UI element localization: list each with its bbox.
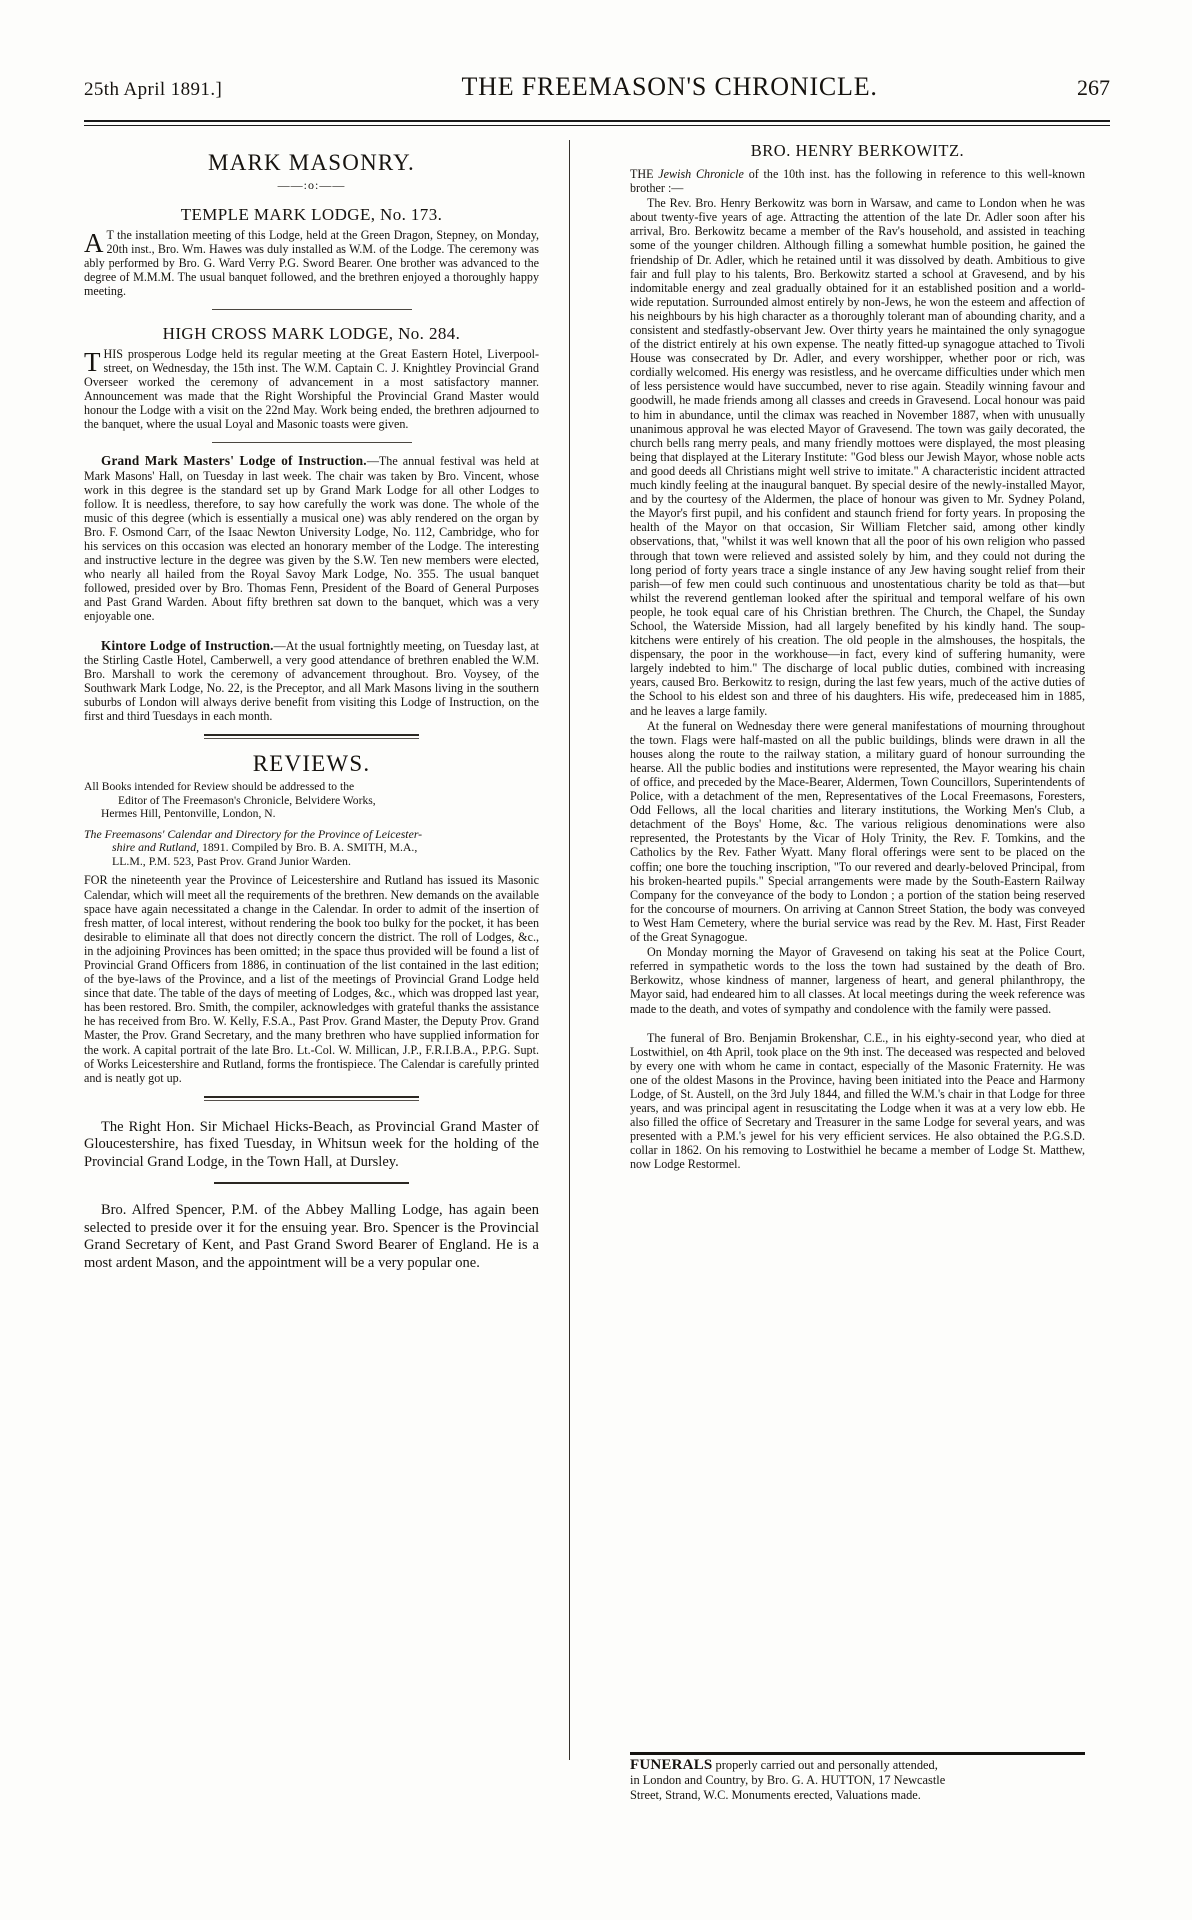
article-heading-bro-henry-berkowitz: BRO. HENRY BERKOWITZ. xyxy=(750,141,965,160)
ad-line-3: Street, Strand, W.C. Monuments erected, Valuations made. xyxy=(630,1788,921,1803)
instruction-text: At the usual fortnightly meeting, on Tuesday last, at the Stirling Castle Hotel, Camberwell, a very good attendance of brethren enabled the W.M. Bro. Marshall to work the ceremony of advancement throughout. Bro. Voysey, of the Southwark Mark Lodge, No. 22, is the Preceptor, and all Mark Masons living in the southern suburbs of London will always derive benefit from visiting this Lodge of Instruction, on the first and third Tuesdays in each month. xyxy=(84,638,539,724)
ad-brand-funerals: FUNERALS xyxy=(630,1757,713,1773)
review-text: the nineteenth year the Province of Leicestershire and Rutland has issued its Masonic Calendar, which will meet all the requirements of the brethren. New demands on the available space have again necessitated a change in the Calendar. In order to admit of the insertion of fresh matter, of local interest, without rendering the book too bulky for the pocket, it has been desirable to eliminate all that does not directly concern the district. The roll of Lodges, &c., in the adjoining Provinces has been omitted; in the space thus provided will be found a list of Provincial Grand Officers from 1886, in continuation of the list contained in the last edition; of the bye-laws of the Province, and a list of the meetings of Provincial Grand Lodge held since that date. The table of the days of meeting of Lodges, &c., which was dropped last year, has been restored. Bro. Smith, the compiler, acknowledges with grateful thanks the assistance he has received from Bro. W. Kelly, F.S.A., Past Prov. Grand Master, the Deputy Prov. Grand Master, the Prov. Grand Secretary, and the many brethren who have supplied information for the work. A capital portrait of the late Bro. Lt.-Col. W. Millican, J.P., F.R.I.B.A., P.P.G. Supt. of Works Leicestershire and Rutland, forms the frontispiece. The Calendar is carefully printed and is neatly got up. xyxy=(84,873,539,1085)
intro-lead-cap: T xyxy=(630,166,638,181)
book-title-author-smallcaps: MITH xyxy=(353,840,384,855)
review-lead-cap: F xyxy=(84,873,91,888)
obituary-benjamin-brokenshar: The funeral of Bro. Benjamin Brokenshar, C.E., in his eighty-second year, who died at Lostwithiel, on 4th April, took place on the 9th inst. The deceased was respected and beloved by every one with whom he came in contact, especially of the Masonic Fraternity. He was one of the oldest Masons in the Province, having been initiated into the Peace and Harmony Lodge, of St. Austell, on the 3rd July 1844, and filled the W.M.'s chair in that Lodge for three years, and was principal agent in resuscitating the Lodge when it was at a very low ebb. He also filled the office of Secretary and Treasurer in the same Lodge for several years, and was presented with a P.M.'s jewel for his very efficient services. He also obtained the P.G.S.D. collar in 1862. On his removing to Lostwithiel he became a member of Lodge St. Matthew, now Lodge Restormel. xyxy=(630,1030,1085,1172)
ad-line-1 xyxy=(630,1758,1085,1773)
instruction-lead-label: Kintore Lodge of Instruction. xyxy=(101,637,274,653)
reviews-submission-notice xyxy=(84,780,539,820)
article-text: T the installation meeting of this Lodge, held at the Green Dragon, Stepney, on Monday, 20th inst., Bro. Wm. Hawes was duly installed as W.M. of the Lodge. The ceremony was ably performed by Bro. G. Ward Verry P.G. Sword Bearer. One brother was advanced to the degree of M.M.M. The usual banquet followed, and the brethren enjoyed a thoroughly happy meeting. xyxy=(84,227,539,299)
ad-line-2: in London and Country, by Bro. G. A. HUTTON, 17 Newcastle xyxy=(630,1773,946,1788)
masthead xyxy=(84,72,1110,112)
advertisement-text xyxy=(630,1758,1085,1804)
reviewed-book-title xyxy=(84,828,539,869)
ornament-divider: ——:o:—— xyxy=(277,178,346,193)
jewish-chronicle-citation: Jewish Chronicle xyxy=(658,166,744,181)
note-divider-1 xyxy=(204,1096,419,1101)
drop-cap-rest: HIS xyxy=(103,346,123,361)
berkowitz-paragraph-2: At the funeral on Wednesday there were general manifestations of mourning throughout the town. Flags were half-masted on all the public buildings, blinds were drawn in all the houses along the route to the railway station, a military guard of honour surrounding the hearse. All the public bodies and institutions were represented, the Mayor wearing his chain of office, and preceded by the Mace-Bearer, Aldermen, Town Councillors, Superintendents of Police, with a detachment of the men, Representatives of the Local Freemasons, Foresters, Odd Fellows, all the local charities and literary institutions, the Working Men's Club, a detachment of the Boys' Home, &c. The various religious denominations were also represented, the Protestants by the Vicar of Holy Trinity, the Rev. F. Tomkins, and the Catholics by the Rev. Father Wyatt. Many floral offerings were sent to be placed on the coffin; one bore the touching inscription, "To our revered and dearly-beloved Principal, from his broken-hearted pupils." Special arrangements were made by the South-Eastern Railway Company for the conveyance of the body to London ; a portion of the station being reserved for the concourse of mourners. On arriving at Cannon Street Station, the body was conveyed to West Ham Cemetery, where the burial service was read by the Rev. M. Hast, First Reader of the Great Synagogue. xyxy=(630,718,1085,945)
publication-title: THE FREEMASON'S CHRONICLE. xyxy=(461,72,878,101)
article-text: prosperous Lodge held its regular meeting at the Great Eastern Hotel, Liverpool-street, on Wednesday, the 15th inst. The W.M. Captain C. J. Knightley Provincial Grand Overseer worked the ceremony of advancement in a most satisfactory manner. Announcement was made that the Right Worshipful the Provincial Grand Master would honour the Lodge with a visit on the 22nd May. Work being ended, the brethren adjourned to the banquet, where the usual Loyal and Masonic toasts were given. xyxy=(84,346,539,432)
ad-line-1-rest: properly carried out and personally attended, xyxy=(712,1758,938,1772)
issue-date: 25th April 1891.] xyxy=(84,79,223,100)
instruction-item-kintore xyxy=(84,639,539,724)
instruction-dash: — xyxy=(273,638,286,653)
berkowitz-intro xyxy=(630,167,1085,195)
book-title-compiler: 1891. Compiled by Bro. B. A. S xyxy=(199,840,354,855)
instruction-dash: — xyxy=(366,454,379,469)
berkowitz-paragraph-3: On Monday morning the Mayor of Gravesend on taking his seat at the Police Court, referred in sympathetic words to the loss the town had sustained by the death of Bro. Berkowitz, whose kindness of manner, largeness of heart, and general philanthropy, the Mayor said, had endeared him to all classes. At local meetings during the week reference was made to the death, and votes of sympathy and condolence with the family were passed. xyxy=(630,945,1085,1016)
advertisement-rule xyxy=(630,1752,1085,1755)
article-heading-temple-mark-lodge: TEMPLE MARK LODGE, No. 173. xyxy=(180,205,443,225)
reviews-section-title: REVIEWS. xyxy=(252,751,371,777)
funerals-advertisement xyxy=(630,1752,1085,1804)
section-divider-reviews xyxy=(204,734,419,739)
article-body-high-cross-mark-lodge xyxy=(84,347,539,432)
article-divider-1 xyxy=(212,309,412,310)
column-divider xyxy=(569,140,570,1760)
intro-lead-smallcaps: HE xyxy=(637,166,654,181)
reviews-notice-line-2: Editor of The Freemason's Chronicle, Belvidere Works, xyxy=(118,793,376,807)
note-divider-2 xyxy=(214,1182,409,1184)
masthead-rule xyxy=(84,120,1110,126)
intro-rest: of the 10th inst. has the following in reference to this well-known brother :— xyxy=(630,166,1085,196)
review-body xyxy=(84,873,539,1084)
article-heading-high-cross-mark-lodge: HIGH CROSS MARK LODGE, No. 284. xyxy=(162,324,461,344)
book-title-line-2 xyxy=(84,841,539,855)
reviews-notice-line-3: Hermes Hill, Pentonville, London, N. xyxy=(101,807,276,821)
review-lead-smallcaps: OR xyxy=(90,873,108,888)
note-alfred-spencer: Bro. Alfred Spencer, P.M. of the Abbey Malling Lodge, has again been selected to preside over it for the ensuing year. Bro. Spencer is the Provincial Grand Secretary of Kent, and Past Grand Sword Bearer of England. He is a most ardent Mason, and the appointment will be a very popular one. xyxy=(84,1202,539,1271)
drop-cap: T xyxy=(84,346,101,377)
book-title-italic-cont: shire and Rutland, xyxy=(112,840,200,855)
article-divider-2 xyxy=(212,442,412,443)
berkowitz-paragraph-1: The Rev. Bro. Henry Berkowitz was born in Warsaw, and came to London when he was about twenty-five years of age. Attracting the attention of the late Dr. Adler soon after his arrival, Bro. Berkowitz became a member of the Rav's household, and assisted in teaching some of the younger children. Although filling a somewhat humble position, he gained the friendship of Dr. Adler, which he retained until it was dissolved by death. Ambitious to give fair and full play to his talents, Bro. Berkowitz started a school at Gravesend, and by his indomitable energy and zeal gradually obtained for it an established position and a world-wide reputation. Surrounded almost entirely by non-Jews, he won the esteem and affection of his neighbours by his high character as a thoroughly tolerant man of abounding charity, and a consistent and stedfastly-observant Jew. Over thirty years he maintained the only synagogue of the district entirely at his own expense. The neatly fitted-up synagogue attached to Tivoli House was consecrated by Dr. Adler, and every worshipper, whether poor or rich, was cordially welcomed. His energy was resistless, and he overcame difficulties under which men of less persistence would have succumbed, never to rise again. Steadily winning favour and goodwill, he made friends among all classes and creeds in Gravesend. Local honour was paid to him in abundance, until the climax was reached in November 1887, when with unusually unanimous approval he was elected Mayor of Gravesend. The town was gaily decorated, the church bells rang merry peals, and many friendly mottoes were displayed, the most pleasing being that displayed at the Literary Institute: "God bless our Jewish Mayor, whose noble acts and good deeds all Christians might well strive to imitate." A characteristic incident attracted much kindly feeling at the inaugural banquet. By special desire of the newly-installed Mayor, and by the courtesy of the Aldermen, the place of honour was given to Mr. Sydney Poland, the Mayor's first pupil, and his confident and staunch friend for forty years. In proposing the health of the Mayor on that occasion, Sir William Fletcher said, among other kindly observations, that, "whilst it was well known that all the poor of his own religion who passed through that town were relieved and assisted solely by him, and they could not during the long period of forty years trace a single instance of any Jew having sought relief from their parish—of few men could such continuous and unostentatious charity be told as that—but whilst the reverend gentleman looked after the spiritual and temporal welfare of his own people, he took equal care of his Christian brethren. The Church, the Chapel, the Sunday School, the Waterside Mission, had all largely benefited by his kindly hand. The soup-kitchens were entirely of his creation. The old people in the almshouses, the hospitals, the dispensary, the poor in the workhouse—in fact, every kind of suffering humanity, were largely indebted to him." The discharge of local public duties, combined with increasing years, caused Bro. Berkowitz to resign, during the last few years, much of the active duties of the School to his eldest son and three of his daughters. His wife, predeceased him in 1885, and he leaves a large family. xyxy=(630,196,1085,718)
right-column xyxy=(630,138,1085,1738)
article-body-temple-mark-lodge xyxy=(84,228,539,298)
page-title: MARK MASONRY. xyxy=(208,150,415,175)
book-title-line-3: LL.M., P.M. 523, Past Prov. Grand Junior Warden. xyxy=(112,853,351,868)
page-number: 267 xyxy=(1076,75,1110,100)
instruction-text: The annual festival was held at Mark Masons' Hall, on Tuesday in last week. The chair was taken by Bro. Vincent, whose work in this degree is the standard set up by Grand Mark Lodge for all other Lodges to follow. It is needless, therefore, to say how carefully the work was done. The whole of the music of this degree (which is essentially a musical one) was ably rendered on the organ by Bro. F. Osmond Carr, of the Isaac Newton University Lodge, No. 112, Cambridge, who for his services on this occasion was elected an honorary member of the Lodge. The interesting and instructive lecture in the degree was given by the S.W. Ten new members were elected, who nearly all hailed from the Royal Savoy Mark Lodge, No. 355. The usual banquet followed, presided over by Bro. Thomas Fenn, President of the Board of General Purposes and Past Grand Warden. About fifty brethren sat down to the banquet, which was a very enjoyable one. xyxy=(84,454,539,624)
book-title-line-1: The Freemasons' Calendar and Directory for the Province of Leicester- xyxy=(84,826,423,841)
left-column xyxy=(84,138,539,1878)
instruction-item-grand-mark-masters xyxy=(84,454,539,623)
reviews-notice-line-1: All Books intended for Review should be addressed to the xyxy=(84,780,355,794)
drop-cap: A xyxy=(84,227,104,258)
book-title-degrees: , M.A., xyxy=(383,840,418,855)
instruction-lead-label: Grand Mark Masters' Lodge of Instruction. xyxy=(101,453,367,469)
note-gloucestershire: The Right Hon. Sir Michael Hicks-Beach, as Provincial Grand Master of Gloucestershire, has fixed Tuesday, in Whitsun week for the holding of the Provincial Grand Lodge, in the Town Hall, at Dursley. xyxy=(84,1118,539,1170)
